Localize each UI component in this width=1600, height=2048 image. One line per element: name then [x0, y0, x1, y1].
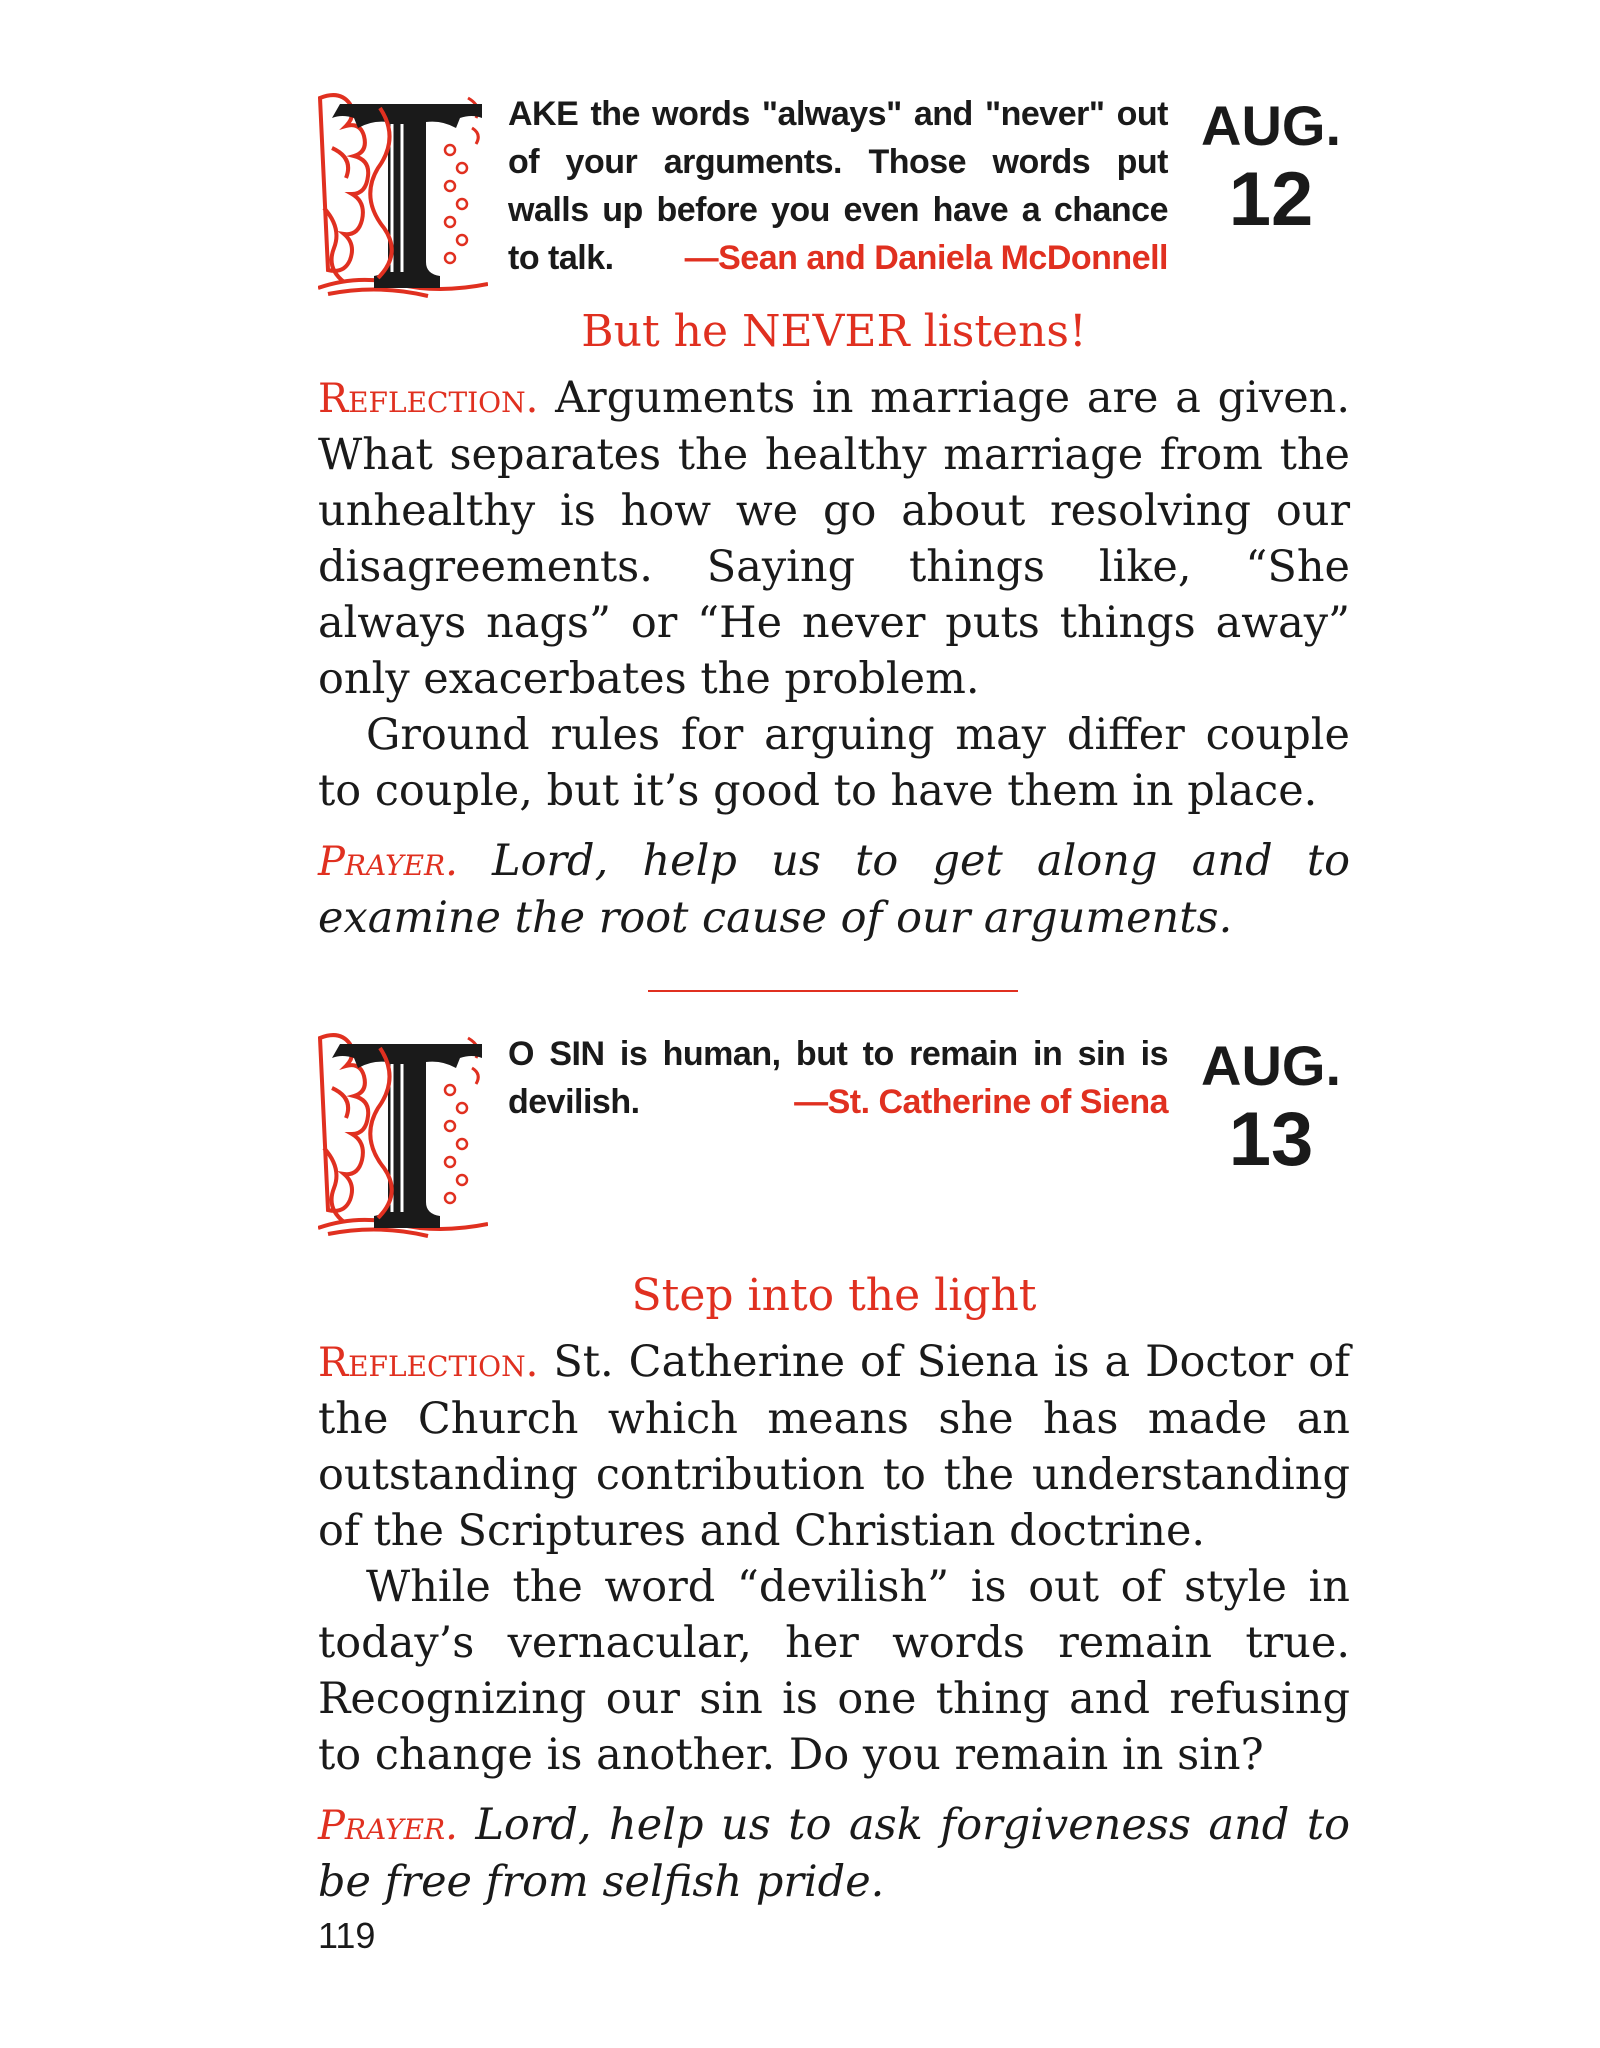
epigraph-quote	[508, 90, 1168, 282]
epigraph-quote	[508, 1030, 1168, 1126]
reflection-label: Reflection.	[318, 376, 539, 422]
entry-title: Step into the light	[631, 1270, 1037, 1321]
quote-attribution: —Sean and Daniela McDonnell	[684, 239, 1168, 277]
prayer-text: Lord, help us to get along and to examine the root cause of our arguments.	[318, 836, 1350, 943]
reflection-paragraph: Ground rules for arguing may differ couple to couple, but it’s good to have them in place.	[318, 710, 1350, 816]
entry-body	[318, 1334, 1350, 1910]
date-month: AUG.	[1201, 94, 1341, 157]
reflection-text: Arguments in marriage are a given. What separates the healthy marriage from the unhealthy is how we go about resolving our disagreements. Saying things like, “She always nags” or “He never puts things away” only exacerbates the problem.	[318, 373, 1350, 704]
date-block	[1196, 1034, 1346, 1182]
entry-title: But he NEVER listens!	[581, 306, 1087, 357]
date-month: AUG.	[1201, 1034, 1341, 1097]
prayer-label: Prayer.	[318, 839, 458, 885]
quote-attribution: —St. Catherine of Siena	[794, 1083, 1168, 1121]
reflection-paragraph: While the word “devilish” is out of style in today’s vernacular, her words remain true. Recognizing our sin is one thing and refusing to change is another. Do you remain in sin?	[318, 1562, 1350, 1780]
illuminated-letter-t-icon	[318, 88, 488, 302]
prayer-paragraph	[318, 1797, 1350, 1910]
date-block	[1196, 94, 1346, 242]
reflection-paragraph	[318, 1334, 1350, 1559]
prayer-text: Lord, help us to ask forgiveness and to be free from selfish pride.	[318, 1800, 1350, 1907]
prayer-label: Prayer.	[318, 1803, 458, 1849]
reflection-text: St. Catherine of Siena is a Doctor of the Church which means she has made an outstanding contribution to the understanding of the Scriptures and Christian doctrine.	[318, 1337, 1350, 1556]
date-day: 12	[1228, 157, 1314, 242]
illuminated-letter-t-icon	[318, 1028, 488, 1242]
quote-text: AKE the words "always" and "never" out of your arguments. Those words put walls up before you even have a chance to talk.	[508, 95, 1168, 277]
reflection-paragraph	[318, 370, 1350, 707]
date-day: 13	[1228, 1097, 1314, 1182]
quote-text: O SIN is human, but to remain in sin is devilish.	[508, 1035, 1168, 1121]
prayer-paragraph	[318, 833, 1350, 946]
page-number: 119	[318, 1915, 376, 1956]
section-divider	[648, 990, 1018, 992]
entry-body	[318, 370, 1350, 946]
reflection-label: Reflection.	[318, 1340, 539, 1386]
